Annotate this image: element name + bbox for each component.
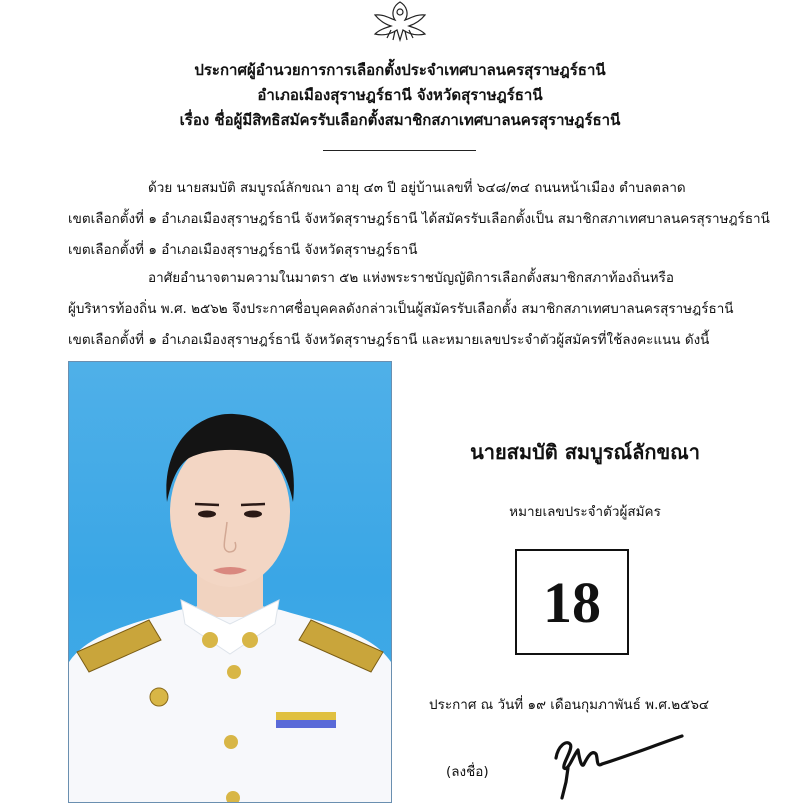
candidate-name: นายสมบัติ สมบูรณ์ลักขณา — [470, 440, 700, 464]
signature-label: (ลงชื่อ) — [446, 764, 489, 780]
candidate-number: 18 — [543, 569, 601, 635]
heading-subject: เรื่อง ชื่อผู้มีสิทธิสมัครรับเลือกตั้งสมาชิกสภาเทศบาลนครสุราษฎร์ธานี — [179, 111, 621, 129]
candidate-photo — [68, 361, 392, 803]
paragraph-line: เขตเลือกตั้งที่ ๑ อำเภอเมืองสุราษฎร์ธานี จังหวัดสุราษฎร์ธานี — [68, 242, 418, 258]
garuda-emblem-icon — [345, 0, 455, 42]
paragraph-line: ด้วย นายสมบัติ สมบูรณ์ลักขณา อายุ ๔๓ ปี อยู่บ้านเลขที่ ๖๔๘/๓๔ ถนนหน้าเมือง ตำบลตลาด — [148, 180, 686, 196]
paragraph-line: เขตเลือกตั้งที่ ๑ อำเภอเมืองสุราษฎร์ธานี จังหวัดสุราษฎร์ธานี ได้สมัครรับเลือกตั้งเป็น สมาชิกสภาเทศบาลนครสุราษฎร์ธานี — [68, 211, 770, 227]
heading-line-1: ประกาศผู้อำนวยการการเลือกตั้งประจำเทศบาลนครสุราษฎร์ธานี — [194, 61, 606, 79]
paragraph-line: ผู้บริหารท้องถิ่น พ.ศ. ๒๕๖๒ จึงประกาศชื่อบุคคลดังกล่าวเป็นผู้สมัครรับเลือกตั้ง สมาชิกสภาเทศบาลนครสุราษฎร์ธานี — [68, 301, 734, 317]
candidate-number-label: หมายเลขประจำตัวผู้สมัคร — [509, 504, 661, 520]
paragraph-line: อาศัยอำนาจตามความในมาตรา ๕๒ แห่งพระราชบัญญัติการเลือกตั้งสมาชิกสภาท้องถิ่นหรือ — [148, 270, 675, 286]
announcement-date: ประกาศ ณ วันที่ ๑๙ เดือนกุมภาพันธ์ พ.ศ.๒๕๖๔ — [429, 697, 710, 713]
paragraph-line: เขตเลือกตั้งที่ ๑ อำเภอเมืองสุราษฎร์ธานี จังหวัดสุราษฎร์ธานี และหมายเลขประจำตัวผู้สมัครที่ใช้ลงคะแนน ดังนี้ — [68, 332, 710, 348]
candidate-portrait-icon — [69, 362, 391, 802]
signature-icon — [548, 728, 688, 800]
heading-divider — [323, 150, 476, 151]
candidate-number-box — [515, 549, 629, 655]
heading-line-2: อำเภอเมืองสุราษฎร์ธานี จังหวัดสุราษฎร์ธานี — [257, 86, 543, 104]
